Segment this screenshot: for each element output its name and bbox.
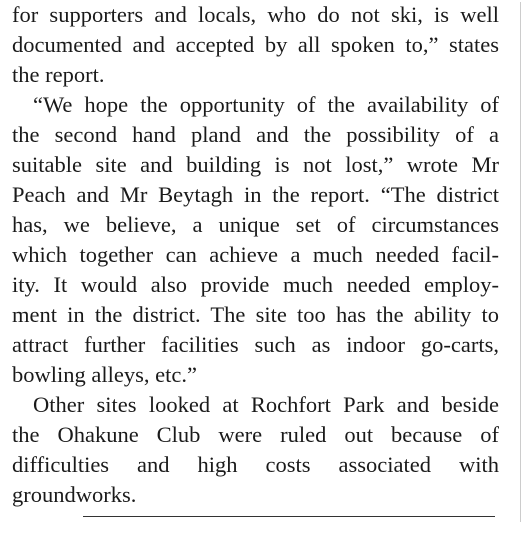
text-line: suitable site and building is not lost,” wrote Mr <box>12 152 499 177</box>
text-line: for supporters and locals, who do not ski, is well <box>12 2 499 27</box>
text-line: difficulties and high costs associated with <box>12 452 499 477</box>
text-line: groundworks. <box>12 482 137 507</box>
text-line: has, we believe, a unique set of circumstances <box>12 212 499 237</box>
text-line: ity. It would also provide much needed employ- <box>12 272 499 297</box>
text-line: Peach and Mr Beytagh in the report. “The district <box>12 182 499 207</box>
paragraph <box>12 390 499 510</box>
text-line: “We hope the opportunity of the availability of <box>33 92 499 117</box>
divider-rule <box>83 516 495 517</box>
page-edge <box>520 2 521 522</box>
text-line: the report. <box>12 62 105 87</box>
text-line: the Ohakune Club were ruled out because of <box>12 422 499 447</box>
paragraph <box>12 90 499 390</box>
text-line: which together can achieve a much needed facil- <box>12 242 499 267</box>
text-line: Other sites looked at Rochfort Park and beside <box>33 392 499 417</box>
article-text <box>12 0 499 510</box>
text-line: ment in the district. The site too has the ability to <box>12 302 499 327</box>
text-line: the second hand pland and the possibility of a <box>12 122 499 147</box>
text-line: attract further facilities such as indoor go-carts, <box>12 332 499 357</box>
paragraph <box>12 0 499 90</box>
text-line: bowling alleys, etc.” <box>12 362 197 387</box>
text-line: documented and accepted by all spoken to,” states <box>12 32 499 57</box>
